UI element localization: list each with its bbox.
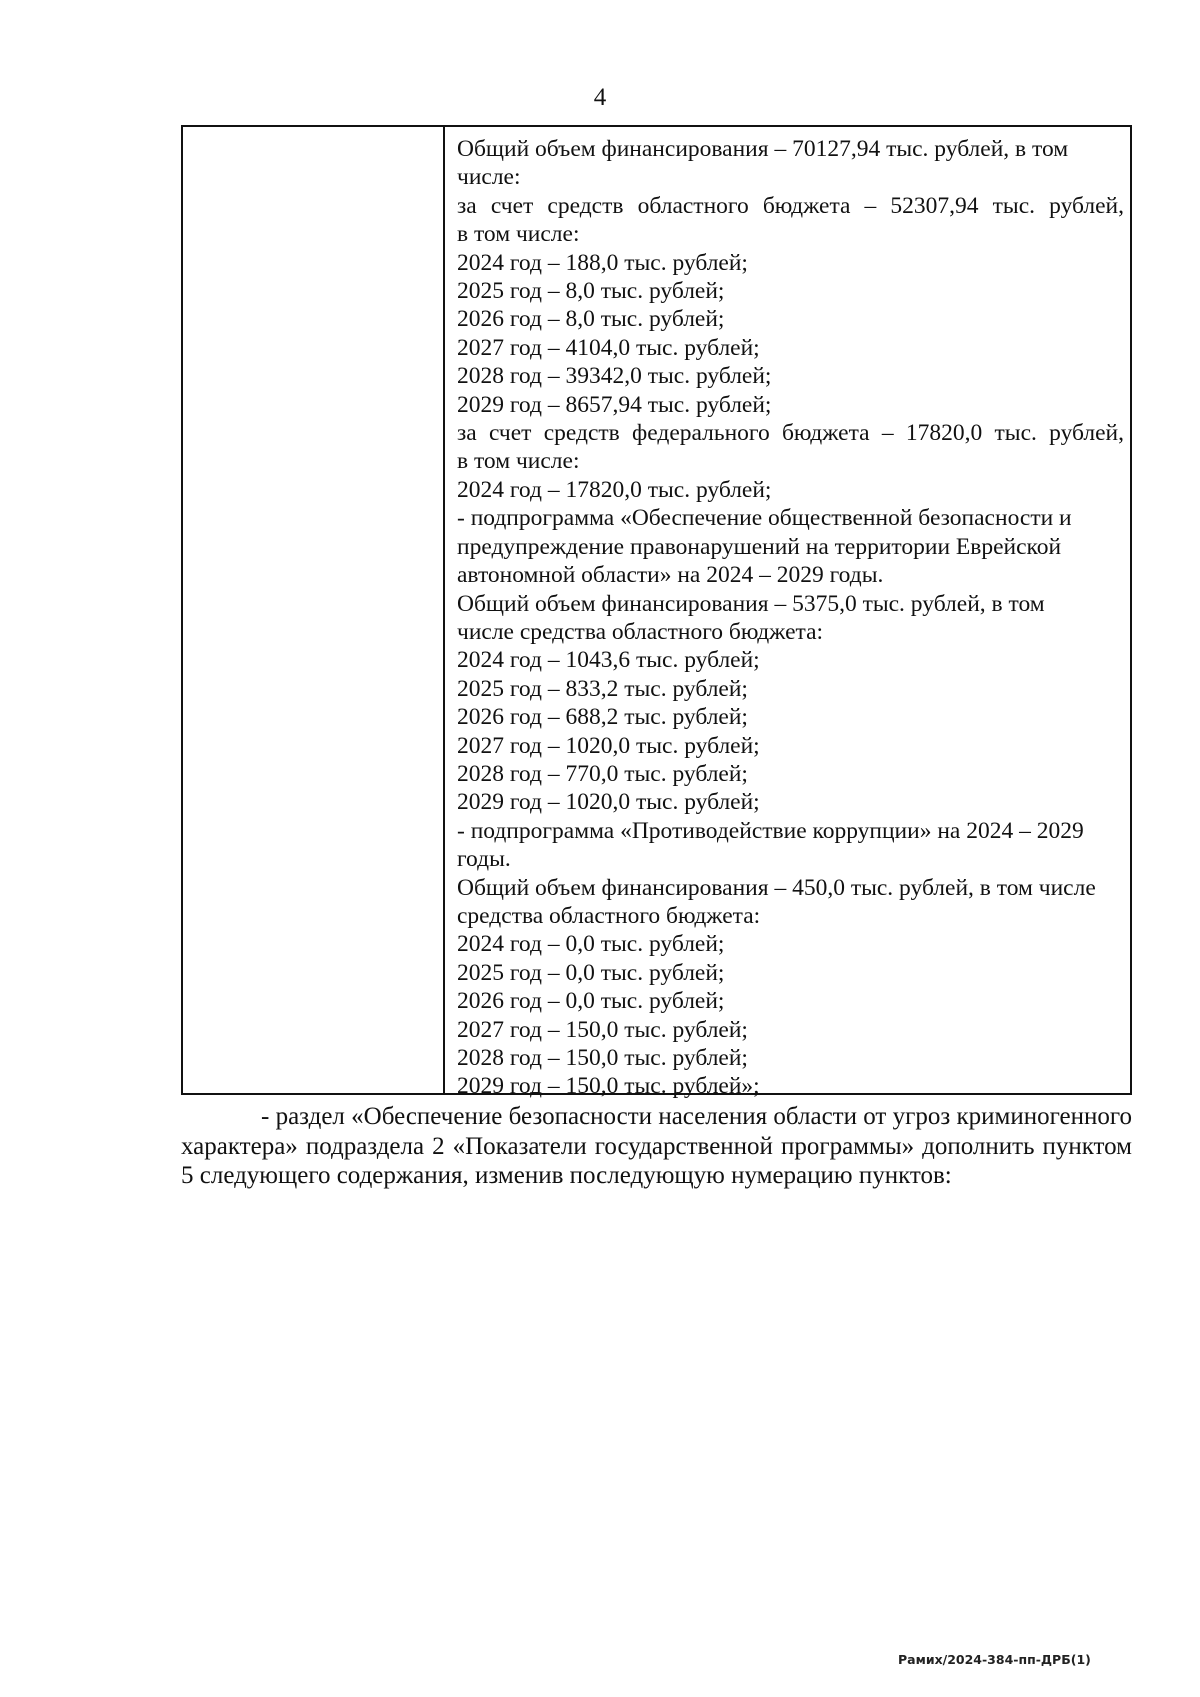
amendment-paragraph: - раздел «Обеспечение безопасности населения области от угроз криминогенного характера» подраздела 2 «Показатели государственной программы» дополнить пунктом 5 следующего содержания, изменив последующую нумерацию пунктов: — [181, 1103, 1132, 1189]
financing-line: 2028 год – 39342,0 тыс. рублей; — [457, 363, 772, 390]
financing-line: в том числе: — [457, 448, 580, 475]
financing-line: средства областного бюджета: — [457, 902, 761, 929]
financing-line: за счет средств федерального бюджета – 17820,0 тыс. рублей, — [457, 420, 1124, 447]
financing-line: - подпрограмма «Противодействие коррупции» на 2024 – 2029 — [457, 817, 1084, 844]
financing-line: годы. — [457, 846, 511, 873]
financing-line: 2028 год – 150,0 тыс. рублей; — [457, 1045, 748, 1071]
financing-line: числе средства областного бюджета: — [457, 618, 824, 645]
financing-line: 2025 год – 8,0 тыс. рублей; — [457, 278, 725, 305]
financing-line: 2029 год – 8657,94 тыс. рублей; — [457, 391, 772, 418]
financing-line: 2024 год – 1043,6 тыс. рублей; — [457, 647, 760, 674]
financing-line: 2028 год – 770,0 тыс. рублей; — [457, 760, 748, 787]
financing-line: 2026 год – 8,0 тыс. рублей; — [457, 306, 725, 333]
financing-line: 2027 год – 4104,0 тыс. рублей; — [457, 334, 760, 361]
financing-line: 2026 год – 0,0 тыс. рублей; — [457, 988, 725, 1015]
financing-line: 2029 год – 150,0 тыс. рублей»; — [457, 1073, 760, 1100]
financing-line: 2024 год – 17820,0 тыс. рублей; — [457, 476, 772, 503]
financing-line: числе: — [457, 164, 521, 191]
document-id: Рамих/2024-384-пп-ДРБ(1) — [898, 1652, 1091, 1667]
table-left-cell — [183, 127, 445, 1093]
financing-line: Общий объем финансирования – 5375,0 тыс. рублей, в том — [457, 590, 1045, 617]
financing-line: за счет средств областного бюджета – 52307,94 тыс. рублей, — [457, 192, 1124, 219]
financing-line: 2026 год – 688,2 тыс. рублей; — [457, 704, 748, 731]
financing-line: в том числе: — [457, 221, 580, 248]
financing-line: 2025 год – 833,2 тыс. рублей; — [457, 675, 748, 702]
financing-line: автономной области» на 2024 – 2029 годы. — [457, 562, 884, 589]
financing-line: 2024 год – 188,0 тыс. рублей; — [457, 249, 748, 276]
financing-line: предупреждение правонарушений на территории Еврейской — [457, 533, 1062, 560]
financing-table — [181, 125, 1132, 1100]
financing-line: Общий объем финансирования – 70127,94 тыс. рублей, в том — [457, 136, 1069, 162]
financing-line: 2025 год – 0,0 тыс. рублей; — [457, 959, 725, 986]
financing-line: 2029 год – 1020,0 тыс. рублей; — [457, 789, 760, 816]
financing-line: Общий объем финансирования – 450,0 тыс. рублей, в том числе — [457, 874, 1096, 901]
financing-line: 2027 год – 150,0 тыс. рублей; — [457, 1016, 748, 1043]
page-number: 4 — [593, 84, 607, 111]
financing-line: 2027 год – 1020,0 тыс. рублей; — [457, 732, 760, 759]
financing-line: - подпрограмма «Обеспечение общественной безопасности и — [457, 505, 1072, 532]
financing-line: 2024 год – 0,0 тыс. рублей; — [457, 931, 725, 958]
table-right-cell — [445, 127, 1130, 1100]
